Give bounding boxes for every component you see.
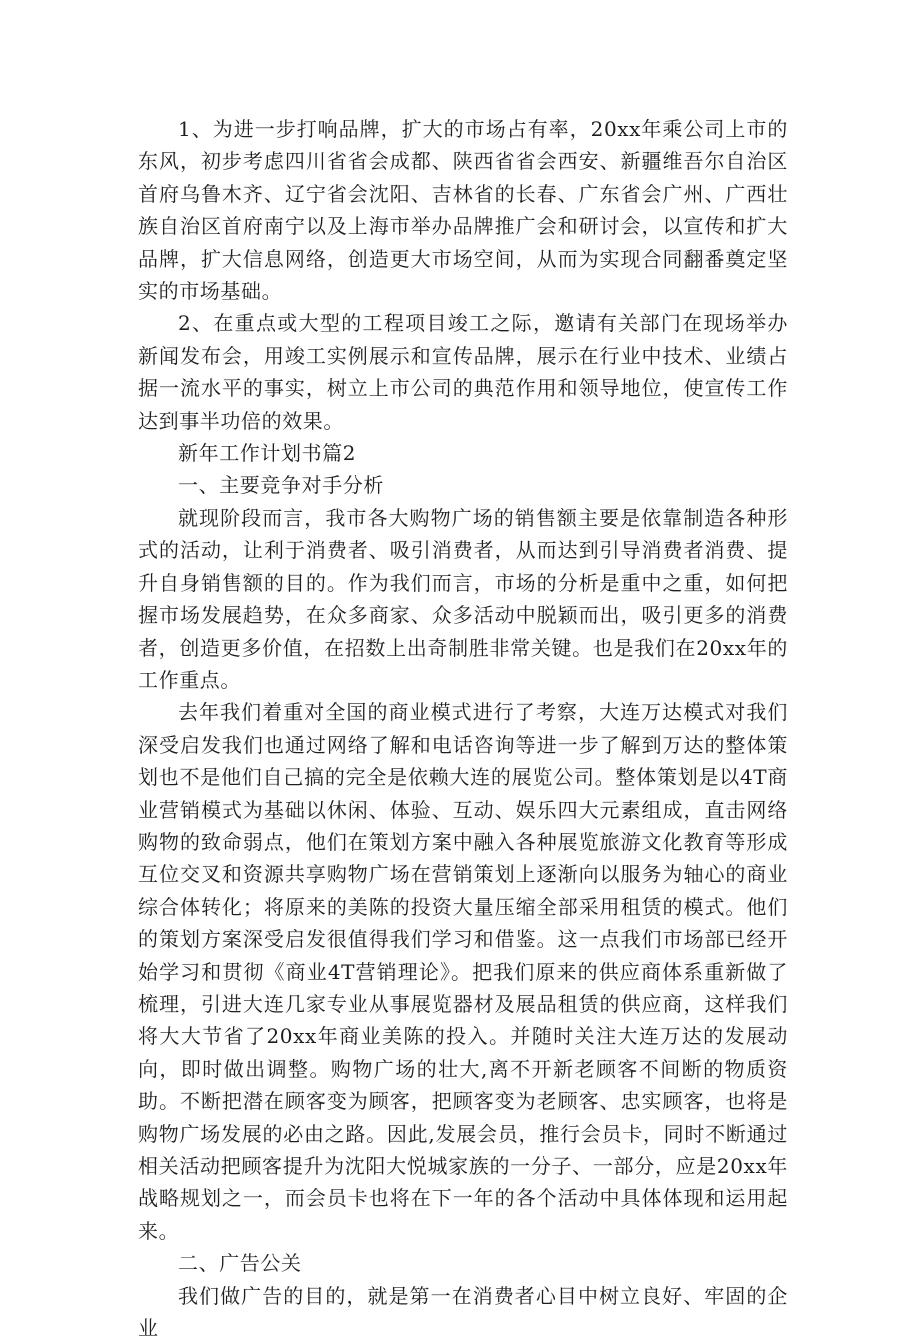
document-body bbox=[138, 113, 788, 1344]
heading-competitor-analysis: 一、主要竞争对手分析 bbox=[178, 473, 384, 498]
section-title: 新年工作计划书篇2 bbox=[178, 441, 357, 466]
paragraph-press-conference: 2、在重点或大型的工程项目竣工之际，邀请有关部门在现场举办新闻发布会，用竣工实例展示和宣传品牌，展示在行业中技术、业绩占据一流水平的事实，树立上市公司的典范作用和领导地位，使宣传工作达到事半功倍的效果。 bbox=[138, 311, 788, 433]
paragraph-current-stage: 就现阶段而言，我市各大购物广场的销售额主要是依靠制造各种形式的活动，让利于消费者、吸引消费者，从而达到引导消费者消费、提升自身销售额的目的。作为我们而言，市场的分析是重中之重，如何把握市场发展趋势，在众多商家、众多活动中脱颖而出，吸引更多的消费者，创造更多价值，在招数上出奇制胜非常关键。也是我们在20xx年的工作重点。 bbox=[138, 505, 788, 692]
paragraph-advertising-purpose: 我们做广告的目的，就是第一在消费者心目中树立良好、牢固的企业 bbox=[138, 1283, 788, 1341]
paragraph-business-model: 去年我们着重对全国的商业模式进行了考察，大连万达模式对我们深受启发我们也通过网络了解和电话咨询等进一步了解到万达的整体策划也不是他们自己搞的完全是依赖大连的展览公司。整体策划是以4T商业营销模式为基础以休闲、体验、互动、娱乐四大元素组成，直击网络购物的致命弱点，他们在策划方案中融入各种展览旅游文化教育等形成互位交叉和资源共享购物广场在营销策划上逐渐向以服务为轴心的商业综合体转化；将原来的美陈的投资大量压缩全部采用租赁的模式。他们的策划方案深受启发很值得我们学习和借鉴。这一点我们市场部已经开始学习和贯彻《商业4T营销理论》。把我们原来的供应商体系重新做了梳理，引进大连几家专业从事展览器材及展品租赁的供应商，这样我们将大大节省了20xx年商业美陈的投入。并随时关注大连万达的发展动向，即时做出调整。购物广场的壮大,离不开新老顾客不间断的物质资助。不断把潜在顾客变为顾客，把顾客变为老顾客、忠实顾客，也将是购物广场发展的必由之路。因此,发展会员，推行会员卡，同时不断通过相关活动把顾客提升为沈阳大悦城家族的一分子、一部分，应是20xx年战略规划之一，而会员卡也将在下一年的各个活动中具体体现和运用起来。 bbox=[138, 700, 788, 1243]
paragraph-brand-promotion: 1、为进一步打响品牌，扩大的市场占有率，20xx年乘公司上市的东风，初步考虑四川省省会成都、陕西省省会西安、新疆维吾尔自治区首府乌鲁木齐、辽宁省会沈阳、吉林省的长春、广东省会广州、广西壮族自治区首府南宁以及上海市举办品牌推广会和研讨会，以宣传和扩大品牌，扩大信息网络，创造更大市场空间，从而为实现合同翻番奠定坚实的市场基础。 bbox=[138, 117, 788, 304]
heading-advertising-pr: 二、广告公关 bbox=[178, 1251, 302, 1276]
